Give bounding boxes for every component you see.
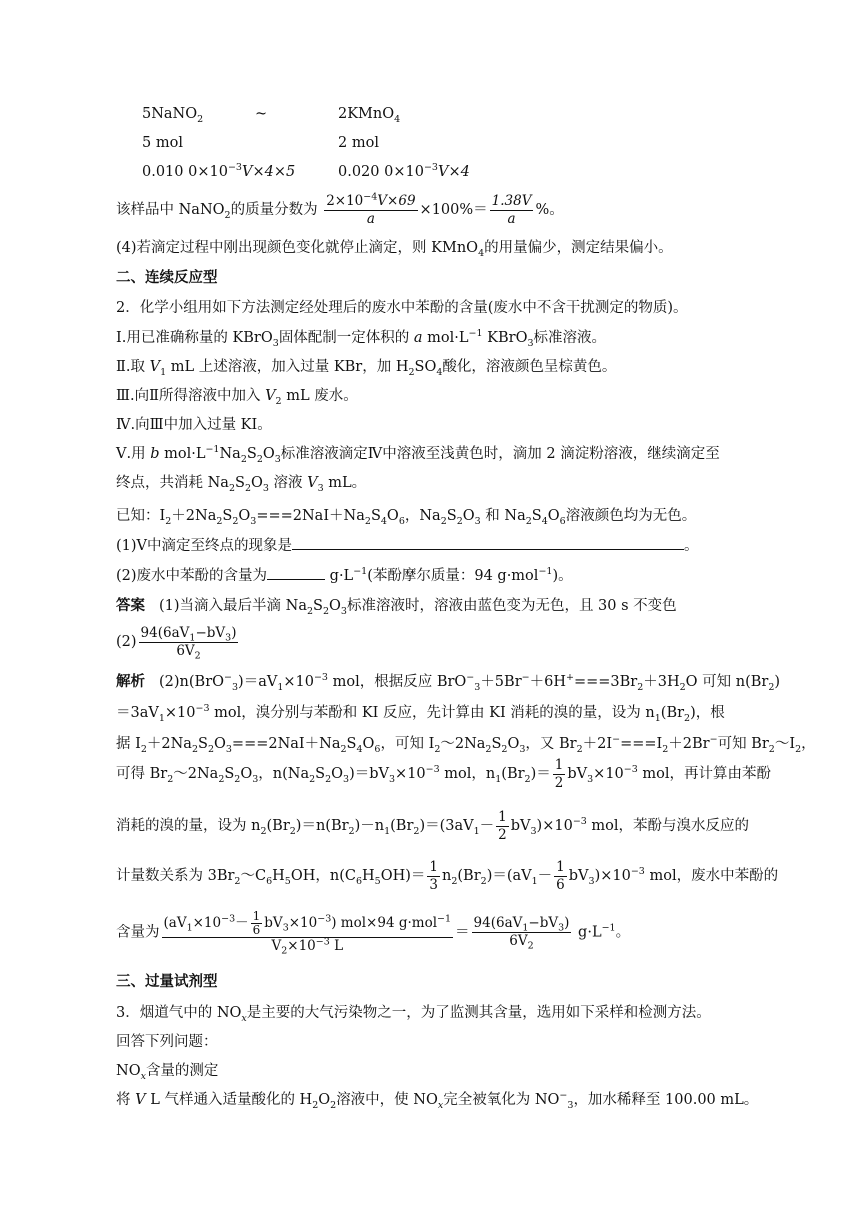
- step-3: Ⅲ.向Ⅱ所得溶液中加入 $V_2$ mL 废水。: [116, 388, 358, 407]
- problem-3-intro: 3．烟道气中的 $NO_x$是主要的大气污染物之一，为了监测其含量，选用如下采样和检测方法。: [116, 1005, 711, 1024]
- stoich-cell: 2 mol: [338, 135, 379, 151]
- fraction: $\frac{1}{6}$: [556, 858, 565, 893]
- question-2: (2)废水中苯酚的含量为 $g\cdot L^{-1}$(苯酚摩尔质量：94 g·mol$^{-1}$)。: [116, 566, 573, 584]
- analysis-line-6: 计量数关系为 $3Br_2\sim C_6H_5OH$，$n(C_6H_5OH)=$ $\frac{1}{3}$ $n_2(Br_2)=(aV_1-$ $\frac{1}{6}$ $bV_3)\times 10^{-3}$ mol，废水中苯酚的: [116, 858, 779, 893]
- fraction: $\frac{1.38V}{a}$: [491, 192, 532, 227]
- fraction: $\frac{2\times 10^{-4}V\times 69}{a}$: [326, 191, 416, 227]
- stoich-cell: 0.020 $0\times 10^{-3}V\times 4$: [338, 162, 470, 180]
- analysis-line-5: 消耗的溴的量，设为 $n_2(Br_2)=n(Br_2)-n_1(Br_2)=(3aV_1-$ $\frac{1}{2}$ $bV_3)\times 10^{-3}$ mol，苯酚与溴水反应的: [116, 808, 750, 843]
- answer-blank[interactable]: [267, 565, 325, 580]
- fraction: $\frac{94(6aV_1-bV_3)}{6V_2}$: [140, 624, 237, 662]
- analysis-line-3: 据 $I_2+2Na_2S_2O_3===2NaI+Na_2S_4O_6$，可知 $I_2\sim 2Na_2S_2O_3$，又 $Br_2+2I^-===I_2+2Br^-$可知 $Br_2\sim I_2$，: [116, 734, 816, 755]
- fraction: $\frac{1}{2}$: [554, 756, 564, 791]
- question-1: (1)Ⅴ中滴定至终点的现象是 。: [116, 535, 699, 556]
- fraction: $\frac{1}{3}$: [429, 858, 438, 893]
- fraction: ($aV_1\times 10^{-3}-$ $\frac{1}{6}$ $bV_3\times 10^{-3}$) mol×94 g·mol$^{-1}$ $V_2\times 10^{-3}$ L: [163, 909, 452, 957]
- stoich-cell: 5NaNO$_2$: [142, 106, 204, 125]
- step-5-cont: 终点，共消耗 $Na_2S_2O_3$ 溶液 $V_3$ mL。: [116, 475, 367, 494]
- analysis-line-4: 可得 $Br_2\sim 2Na_2S_2O_3$，$n(Na_2S_2O_3)=bV_3\times 10^{-3}$ mol，$n_1(Br_2)=$ $\frac{1}{2}$ $bV_3\times 10^{-3}$ mol，再计算由苯酚: [116, 756, 772, 791]
- answer-line-1: 答案 (1)当滴入最后半滴 $Na_2S_2O_3$标准溶液时，溶液由蓝色变为无色，且 30 s 不变色: [116, 598, 677, 617]
- problem-intro: 2．化学小组用如下方法测定经处理后的废水中苯酚的含量(废水中不含干扰测定的物质)。: [116, 300, 688, 316]
- fraction: $\frac{1}{6}$: [252, 909, 261, 937]
- problem-3-text: 将 V L 气样通入适量酸化的 $H_2O_2$溶液中，使 $NO_x$完全被氧化为 $NO^-_3$，加水稀释至 100.00 mL。: [116, 1090, 759, 1111]
- stoich-cell: 5 mol: [142, 135, 183, 151]
- section-heading: 三、过量试剂型: [116, 974, 218, 990]
- answer-line-2: (2) $\frac{94(6aV_1-bV_3)}{6V_2}$: [116, 624, 237, 662]
- analysis-line-1: 解析 $(2)n(BrO^-_3)=aV_1\times 10^{-3}$ mol，根据反应 $BrO^-_3+5Br^-+6H^+===3Br_2+3H_2O$ 可知 $n(Br_2)$: [116, 672, 781, 693]
- fraction: $\frac{1}{2}$: [498, 808, 507, 843]
- stoich-cell: 0.010 $0\times 10^{-3}V\times 4\times 5$: [142, 162, 296, 180]
- problem-3-prompt: 回答下列问题：: [116, 1034, 218, 1050]
- answer-blank[interactable]: [292, 535, 684, 550]
- known-line: 已知：$I_2+2Na_2S_2O_3===2NaI+Na_2S_4O_6$，$Na_2S_2O_3$ 和 $Na_2S_4O_6$溶液颜色均为无色。: [116, 508, 697, 527]
- problem-3-subheading: $NO_x$含量的测定: [116, 1063, 219, 1082]
- q4-line: (4)若滴定过程中刚出现颜色变化就停止滴定，则 KMnO$_4$的用量偏少，测定结果偏小。: [116, 240, 673, 259]
- fraction: $\frac{94(6aV_1-bV_3)}{6V_2}$: [473, 915, 570, 952]
- section-heading: 二、连续反应型: [116, 270, 218, 286]
- analysis-line-2: $=3aV_1\times 10^{-3}$ mol，溴分别与苯酚和 KI 反应，先计算由 KI 消耗的溴的量，设为 $n_1(Br_2)$，根: [116, 703, 725, 724]
- analysis-line-7: 含量为 ($aV_1\times 10^{-3}-$ $\frac{1}{6}$ $bV_3\times 10^{-3}$) mol×94 g·mol$^{-1}$ $V_2\times 10^{-3}$ L ＝ $\frac{94(6aV_1-bV_3)}{6V_2}$ $g\cdot L^{-1}$。: [116, 909, 631, 957]
- stoich-tilde: ~: [255, 106, 268, 122]
- stoich-cell: 2KMnO$_4$: [338, 106, 401, 125]
- step-4: Ⅳ.向Ⅲ中加入过量 KI。: [116, 417, 272, 433]
- step-2: Ⅱ.取 $V_1$ mL 上述溶液，加入过量 KBr，加 $H_2SO_4$酸化，溶液颜色呈棕黄色。: [116, 359, 617, 378]
- step-5: Ⅴ.用 b $mol\cdot L^{-1}Na_2S_2O_3$标准溶液滴定Ⅳ中溶液至浅黄色时，滴加 2 滴淀粉溶液，继续滴定至: [116, 444, 720, 465]
- mass-fraction-line: 该样品中 NaNO$_2$的质量分数为 $\frac{2\times 10^{-4}V\times 69}{a}$ ×100%＝ $\frac{1.38V}{a}$ %。: [116, 191, 564, 227]
- step-1: Ⅰ.用已准确称量的 KBrO$_3$固体配制一定体积的 a $mol\cdot L^{-1}$ KBrO$_3$标准溶液。: [116, 328, 607, 349]
